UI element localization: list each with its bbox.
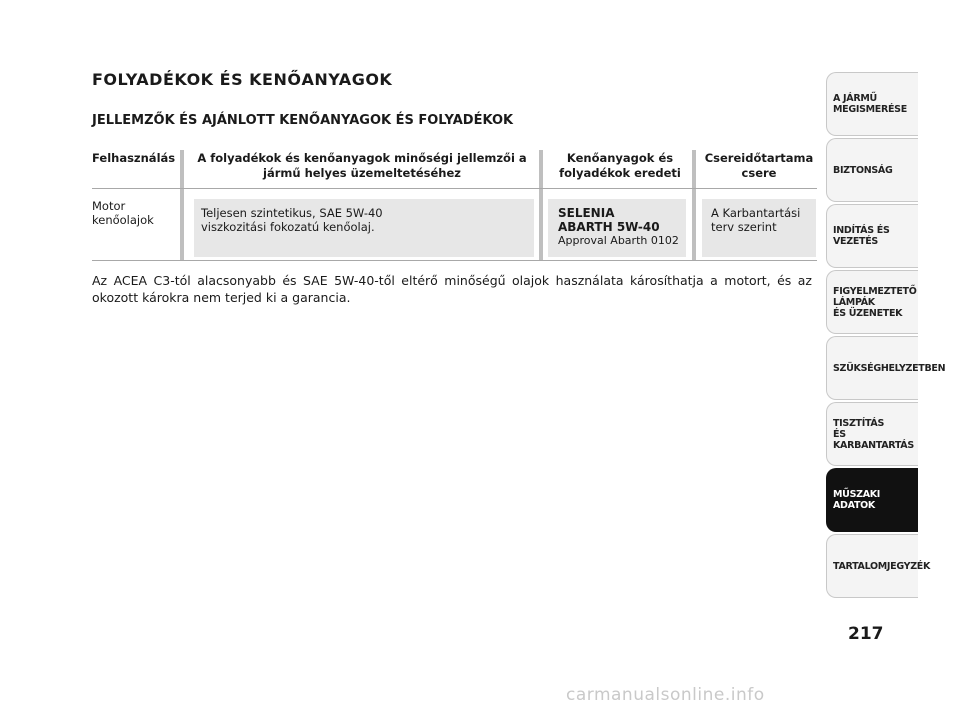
cell-quality: Teljesen szintetikus, SAE 5W-40 viszkozitási fokozatú kenőolaj. <box>201 206 383 234</box>
page-number: 217 <box>848 624 884 644</box>
table-bottom-divider <box>92 260 817 261</box>
watermark: carmanualsonline.info <box>566 685 765 705</box>
chapter-tabs <box>826 72 946 600</box>
cell-usage: Motor kenőolajok <box>92 199 154 227</box>
tab-safety[interactable] <box>826 138 918 202</box>
section-subtitle: JELLEMZŐK ÉS AJÁNLOTT KENŐANYAGOK ÉS FOLYADÉKOK <box>92 113 514 128</box>
tab-label: BIZTONSÁG <box>833 164 893 176</box>
cell-interval: A Karbantartási terv szerint <box>711 206 801 234</box>
tab-vehicle-intro[interactable] <box>826 72 918 136</box>
tab-label: MŰSZAKI ADATOK <box>833 489 881 511</box>
cell-origin-name: SELENIA <box>558 206 615 220</box>
column-divider <box>692 150 696 260</box>
header-interval: Csereidőtartama csere <box>704 151 814 180</box>
tab-warning-lights[interactable] <box>826 270 918 334</box>
tab-starting-driving[interactable] <box>826 204 918 268</box>
tab-label: SZÜKSÉGHELYZETBEN <box>833 362 946 374</box>
warning-note: Az ACEA C3-tól alacsonyabb és SAE 5W-40-től eltérő minőségű olajok használata károsíthatja a motort, és az okozott károkra nem terjed ki a garancia. <box>92 273 812 305</box>
tab-technical-data[interactable] <box>826 468 918 532</box>
tab-index[interactable] <box>826 534 931 598</box>
tab-maintenance[interactable] <box>826 402 918 466</box>
page-title: FOLYADÉKOK ÉS KENŐANYAGOK <box>92 70 393 89</box>
header-divider <box>92 188 817 189</box>
header-usage: Felhasználás <box>92 151 176 165</box>
tab-emergency[interactable] <box>826 336 946 400</box>
column-divider <box>539 150 543 260</box>
header-quality: A folyadékok és kenőanyagok minőségi jellemzői a jármű helyes üzemeltetéséhez <box>197 151 527 180</box>
tab-label: INDÍTÁS ÉS VEZETÉS <box>833 225 890 247</box>
tab-label: TARTALOMJEGYZÉK <box>833 560 931 572</box>
header-origin: Kenőanyagok és folyadékok eredeti <box>559 151 681 180</box>
tab-label: A JÁRMŰ MEGISMERÉSE <box>833 93 907 115</box>
column-divider <box>180 150 184 260</box>
tab-label: TISZTÍTÁS ÉS KARBANTARTÁS <box>833 417 914 451</box>
cell-origin-grade: ABARTH 5W-40 <box>558 220 660 234</box>
cell-origin-approval: Approval Abarth 0102 <box>558 234 679 247</box>
tab-label: FIGYELMEZTETŐ LÁMPÁK ÉS ÜZENETEK <box>833 285 917 319</box>
